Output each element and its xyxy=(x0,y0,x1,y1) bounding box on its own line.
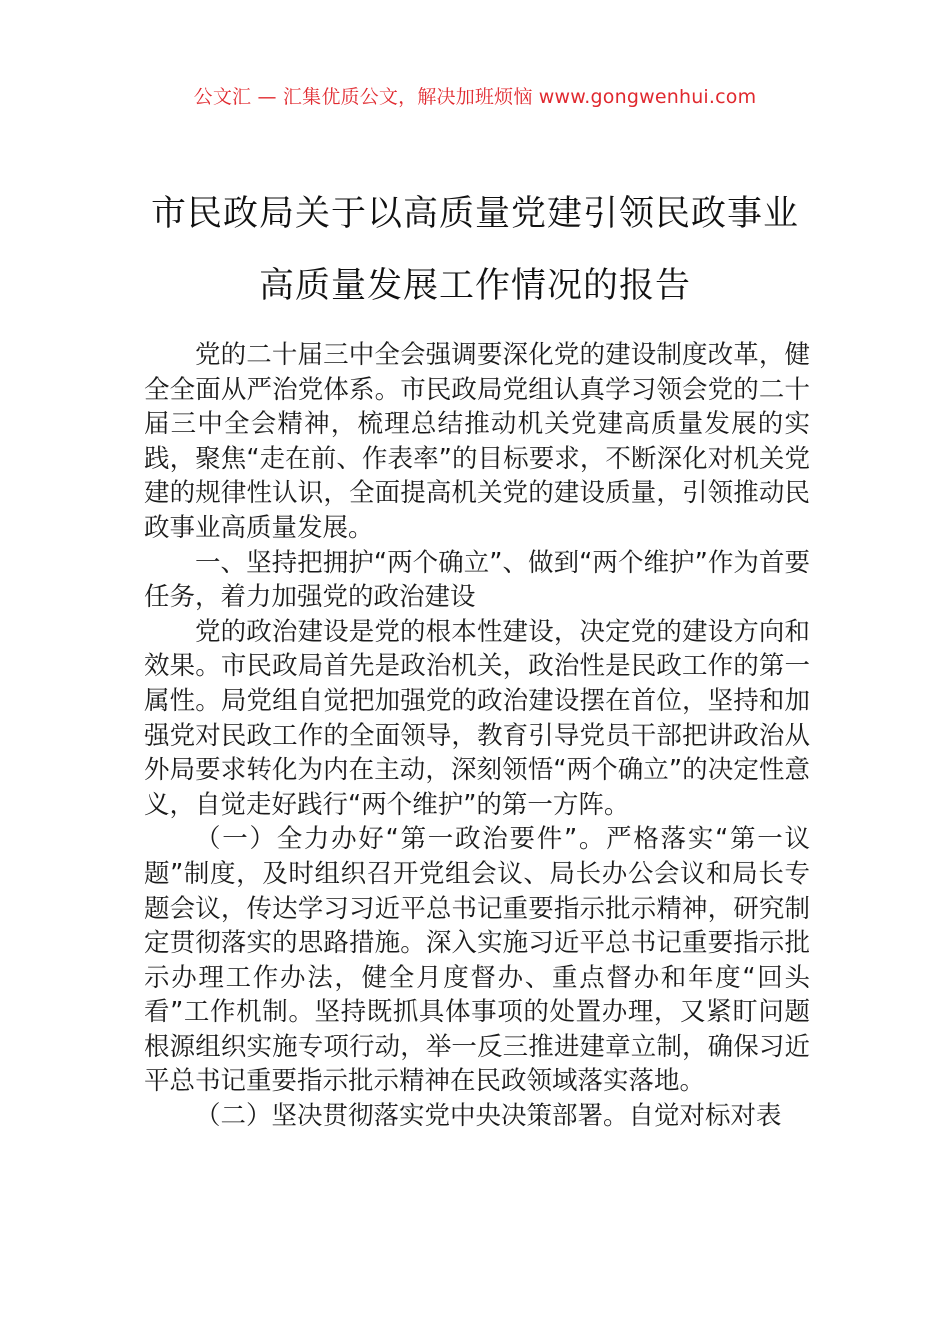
watermark-header: 公文汇 — 汇集优质公文，解决加班烦恼 www.gongwenhui.com xyxy=(193,86,757,108)
title-line-2: 高质量发展工作情况的报告 xyxy=(258,266,691,306)
document-title xyxy=(0,178,950,322)
paragraph-subsection-1: （一）全力办好“第一政治要件”。严格落实“第一议题”制度，及时组织召开党组会议、局长办公会议和局长专题会议，传达学习习近平总书记重要指示批示精神，研究制定贯彻落实的思路措施。深入实施习近平总书记重要指示批示办理工作办法，健全月度督办、重点督办和年度“回头看”工作机制。坚持既抓具体事项的处置办理，又紧盯问题根源组织实施专项行动，举一反三推进建章立制，确保习近平总书记重要指示批示精神在民政领域落实落地。 xyxy=(144,824,810,1097)
title-line-1: 市民政局关于以高质量党建引领民政事业 xyxy=(150,194,799,234)
section-heading-1: 一、坚持把拥护“两个确立”、做到“两个维护”作为首要任务，着力加强党的政治建设 xyxy=(144,547,810,613)
paragraph-intro: 党的二十届三中全会强调要深化党的建设制度改革，健全全面从严治党体系。市民政局党组认真学习领会党的二十届三中全会精神，梳理总结推动机关党建高质量发展的实践，聚焦“走在前、作表率”的目标要求，不断深化对机关党建的规律性认识，全面提高机关党的建设质量，引领推动民政事业高质量发展。 xyxy=(144,340,810,543)
document-body xyxy=(144,338,810,1134)
paragraph-political-building: 党的政治建设是党的根本性建设，决定党的建设方向和效果。市民政局首先是政治机关，政治性是民政工作的第一属性。局党组自觉把加强党的政治建设摆在首位，坚持和加强党对民政工作的全面领导，教育引导党员干部把讲政治从外局要求转化为内在主动，深刻领悟“两个确立”的决定性意义，自觉走好践行“两个维护”的第一方阵。 xyxy=(144,616,810,820)
paragraph-subsection-2: （二）坚决贯彻落实党中央决策部署。自觉对标对表 xyxy=(195,1101,782,1132)
